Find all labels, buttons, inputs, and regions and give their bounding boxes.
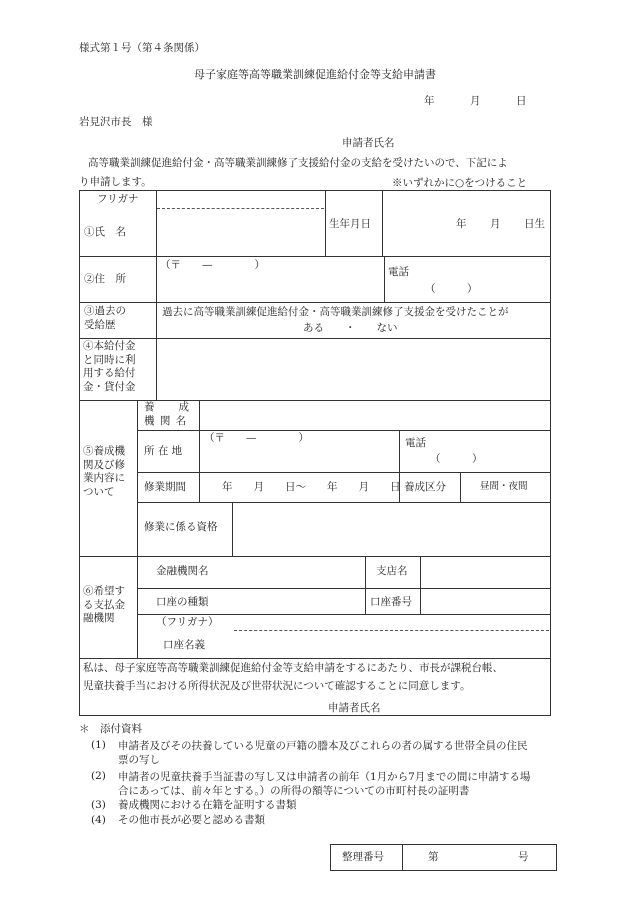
category-options[interactable]: 昼間・夜間: [480, 481, 528, 492]
applicant-name-label: 申請者氏名: [342, 137, 395, 149]
reference-number-suffix: 号: [518, 851, 529, 863]
reference-number-label: 整理番号: [342, 851, 384, 863]
past-benefits-label: ③過去の 受給歴: [84, 305, 126, 331]
attachment-3-number: (3): [91, 799, 106, 811]
qualification-field[interactable]: [234, 504, 548, 555]
date-month-label: 月: [470, 95, 481, 107]
consent-line-2: 児童扶養手当における所得状況及び世帯状況について確認することに同意します。: [83, 680, 471, 692]
qualification-label: 修業に係る資格: [144, 521, 218, 533]
attachment-2: 申請者の児童扶養手当証書の写し又は申請者の前年（1月から7月までの間に申請する場 合にあっては、前々年とする。）の所得の額等についての市町村長の証明書: [118, 771, 531, 798]
address-label: ②住 所: [84, 273, 126, 285]
postal-code-field[interactable]: （〒 — ）: [160, 259, 265, 271]
attachment-4-number: (4): [91, 814, 106, 826]
attachment-2-number: (2): [91, 770, 106, 782]
period-value[interactable]: 年 月 日～ 年 月 日: [222, 481, 401, 493]
date-year-label: 年: [424, 95, 435, 107]
location-postal-field[interactable]: （〒 — ）: [204, 432, 309, 444]
reference-number-field[interactable]: [444, 847, 514, 867]
attachment-3: 養成機関における在籍を証明する書類: [118, 799, 297, 811]
phone-label: 電話: [388, 266, 409, 278]
institution-name-field[interactable]: [201, 402, 549, 429]
location-phone-field[interactable]: （ ）: [430, 453, 483, 465]
attachments-heading: ＊ 添付資料: [79, 723, 142, 735]
location-phone-label: 電話: [405, 437, 426, 449]
birth-month-label: 月: [490, 218, 501, 230]
past-benefits-options[interactable]: ある ・ ない: [303, 322, 398, 334]
birth-day-label: 日生: [524, 218, 545, 230]
institution-name-label: 養 成 機 関 名: [144, 401, 190, 427]
furigana-label: フリガナ: [97, 193, 139, 205]
birthdate-label: 生年月日: [329, 218, 371, 230]
concurrent-benefits-field[interactable]: [158, 340, 548, 398]
attachment-4: その他市長が必要と認める書類: [118, 814, 265, 826]
concurrent-benefits-label: ④本給付金 と同時に利 用する給付 金・貸付金: [83, 340, 136, 393]
attachment-1-number: (1): [91, 739, 106, 751]
intro-line-1: 高等職業訓練促進給付金・高等職業訓練修了支援給付金の支給を受けたいので、下記によ: [88, 157, 508, 169]
intro-line-2: り申請します。: [79, 176, 152, 188]
reference-number-prefix: 第: [428, 851, 439, 863]
intro-note: ※いずれかに○をつけること: [392, 177, 528, 189]
branch-label: 支店名: [376, 565, 408, 577]
location-label: 所 在 地: [144, 445, 183, 457]
addressee: 岩見沢市長 様: [79, 116, 153, 128]
bank-section-label: ⑥希望す る支払金 融機関: [83, 585, 125, 625]
account-number-label: 口座番号: [370, 596, 412, 608]
period-label: 修業期間: [144, 481, 186, 493]
form-number: 様式第１号（第４条関係）: [79, 42, 205, 54]
page-title: 母子家庭等高等職業訓練促進給付金等支給申請書: [194, 68, 436, 81]
consent-signature-label: 申請者氏名: [328, 702, 381, 714]
birth-year-label: 年: [456, 218, 467, 230]
attachment-1: 申請者及びその扶養している児童の戸籍の謄本及びこれらの者の属する世帯全員の住民 票の写し: [118, 740, 528, 767]
category-label: 養成区分: [404, 481, 446, 493]
past-benefits-question: 過去に高等職業訓練促進給付金・高等職業訓練修了支援金を受けたことが: [162, 306, 509, 318]
date-day-label: 日: [516, 95, 527, 107]
account-furigana-label: （フリガナ）: [156, 616, 219, 628]
phone-field[interactable]: （ ）: [425, 283, 478, 295]
training-section-label: ⑤養成機 関及び修 業内容に ついて: [83, 445, 125, 498]
account-holder-label: 口座名義: [163, 639, 205, 651]
consent-line-1: 私は、母子家庭等高等職業訓練促進給付金等支給申請をするにあたり、市長が課税台帳、: [83, 662, 503, 674]
bank-name-label: 金融機関名: [156, 565, 209, 577]
name-field[interactable]: [158, 210, 324, 256]
account-type-label: 口座の種類: [156, 596, 209, 608]
name-label: ①氏 名: [84, 226, 126, 238]
